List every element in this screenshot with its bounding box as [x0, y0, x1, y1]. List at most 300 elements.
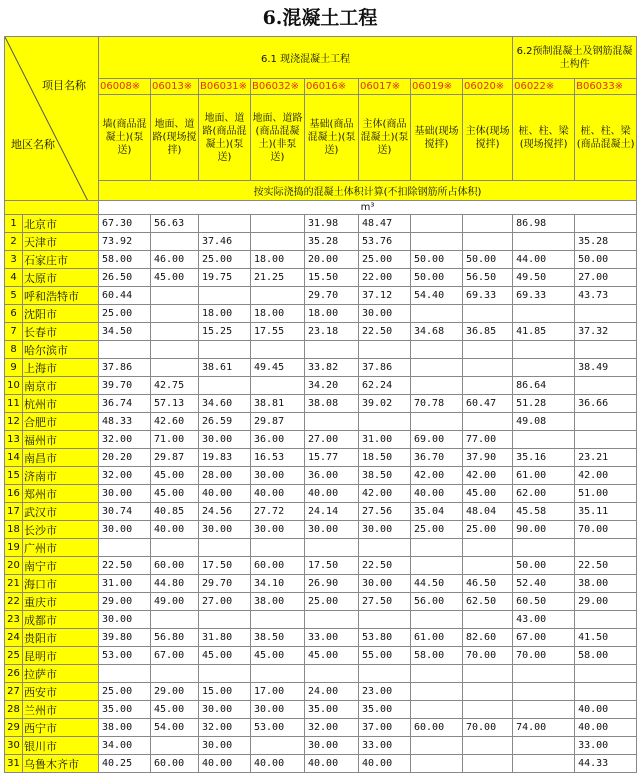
price-cell — [463, 755, 513, 773]
table-row — [5, 251, 637, 269]
price-cell: 50.00 — [463, 251, 513, 269]
city-name: 南京市 — [23, 377, 99, 395]
table-row — [5, 611, 637, 629]
unit-spacer — [5, 201, 99, 215]
price-cell: 57.13 — [151, 395, 199, 413]
price-cell: 30.00 — [99, 485, 151, 503]
price-cell — [411, 683, 463, 701]
price-cell: 23.00 — [359, 683, 411, 701]
city-name: 合肥市 — [23, 413, 99, 431]
price-cell: 37.46 — [199, 233, 251, 251]
price-cell: 29.70 — [305, 287, 359, 305]
price-cell: 44.50 — [411, 575, 463, 593]
price-cell — [513, 431, 575, 449]
price-cell — [463, 539, 513, 557]
table-row — [5, 683, 637, 701]
price-cell: 22.00 — [359, 269, 411, 287]
table-row — [5, 557, 637, 575]
table-row — [5, 341, 637, 359]
price-cell: 62.50 — [463, 593, 513, 611]
row-index: 4 — [5, 269, 23, 287]
price-cell: 60.00 — [411, 719, 463, 737]
table-row — [5, 629, 637, 647]
table-row — [5, 287, 637, 305]
price-cell — [513, 539, 575, 557]
price-cell: 40.00 — [151, 521, 199, 539]
city-name: 长沙市 — [23, 521, 99, 539]
item-name: 基础(商品混凝土)(泵送) — [305, 95, 359, 181]
price-cell: 31.00 — [99, 575, 151, 593]
city-name: 海口市 — [23, 575, 99, 593]
price-cell: 73.92 — [99, 233, 151, 251]
price-cell: 53.76 — [359, 233, 411, 251]
table-row — [5, 575, 637, 593]
row-index: 16 — [5, 485, 23, 503]
price-cell — [575, 377, 637, 395]
price-cell: 24.00 — [305, 683, 359, 701]
price-cell: 38.08 — [305, 395, 359, 413]
price-cell: 74.00 — [513, 719, 575, 737]
price-cell: 34.68 — [411, 323, 463, 341]
price-cell: 38.50 — [359, 467, 411, 485]
price-cell: 45.00 — [151, 701, 199, 719]
price-cell: 43.00 — [513, 611, 575, 629]
row-index: 10 — [5, 377, 23, 395]
price-cell: 49.45 — [251, 359, 305, 377]
group-header-cast-in-place: 6.1 现浇混凝土工程 — [99, 37, 513, 79]
price-cell: 40.00 — [411, 485, 463, 503]
price-cell: 22.50 — [575, 557, 637, 575]
unit-label: m³ — [99, 201, 637, 215]
row-index: 31 — [5, 755, 23, 773]
price-cell: 53.00 — [251, 719, 305, 737]
price-cell: 42.00 — [575, 467, 637, 485]
price-cell — [575, 413, 637, 431]
price-cell — [463, 683, 513, 701]
price-cell: 56.80 — [151, 629, 199, 647]
price-cell: 29.00 — [575, 593, 637, 611]
price-cell: 18.00 — [251, 251, 305, 269]
price-cell: 30.00 — [251, 467, 305, 485]
price-cell: 27.00 — [305, 431, 359, 449]
item-name: 地面、道路(商品混凝土)(非泵送) — [251, 95, 305, 181]
price-cell — [513, 665, 575, 683]
price-cell: 58.00 — [575, 647, 637, 665]
price-cell: 15.50 — [305, 269, 359, 287]
price-cell: 30.00 — [359, 575, 411, 593]
table-row — [5, 539, 637, 557]
item-code: 06016※ — [305, 79, 359, 95]
price-cell: 40.00 — [251, 485, 305, 503]
price-cell: 30.00 — [251, 701, 305, 719]
item-name: 主体(现场搅拌) — [463, 95, 513, 181]
price-cell: 32.00 — [305, 719, 359, 737]
price-cell: 51.28 — [513, 395, 575, 413]
price-cell: 27.00 — [199, 593, 251, 611]
price-cell: 86.64 — [513, 377, 575, 395]
price-cell: 60.47 — [463, 395, 513, 413]
price-cell — [151, 737, 199, 755]
price-cell: 60.44 — [99, 287, 151, 305]
city-name: 武汉市 — [23, 503, 99, 521]
price-cell: 40.85 — [151, 503, 199, 521]
row-index: 26 — [5, 665, 23, 683]
price-cell — [411, 413, 463, 431]
item-code: 06013※ — [151, 79, 199, 95]
price-cell — [305, 539, 359, 557]
row-index: 23 — [5, 611, 23, 629]
price-cell: 56.63 — [151, 215, 199, 233]
price-cell — [251, 539, 305, 557]
item-code: B06031※ — [199, 79, 251, 95]
price-cell: 38.00 — [251, 593, 305, 611]
price-cell: 30.00 — [359, 521, 411, 539]
city-name: 北京市 — [23, 215, 99, 233]
table-row — [5, 503, 637, 521]
price-cell: 71.00 — [151, 431, 199, 449]
price-cell: 21.25 — [251, 269, 305, 287]
price-cell: 56.50 — [463, 269, 513, 287]
price-cell — [151, 305, 199, 323]
price-cell — [411, 755, 463, 773]
price-cell: 16.53 — [251, 449, 305, 467]
price-cell — [411, 215, 463, 233]
city-name: 拉萨市 — [23, 665, 99, 683]
city-name: 银川市 — [23, 737, 99, 755]
price-cell — [411, 359, 463, 377]
price-cell: 49.00 — [151, 593, 199, 611]
price-cell: 35.28 — [575, 233, 637, 251]
price-cell: 29.87 — [151, 449, 199, 467]
price-cell — [411, 377, 463, 395]
price-cell — [463, 215, 513, 233]
price-cell — [199, 215, 251, 233]
price-cell: 82.60 — [463, 629, 513, 647]
item-code: 06020※ — [463, 79, 513, 95]
table-row — [5, 413, 637, 431]
table-row — [5, 719, 637, 737]
price-cell: 48.47 — [359, 215, 411, 233]
city-name: 贵阳市 — [23, 629, 99, 647]
price-cell: 36.85 — [463, 323, 513, 341]
price-cell: 61.00 — [513, 467, 575, 485]
price-cell: 19.75 — [199, 269, 251, 287]
city-name: 重庆市 — [23, 593, 99, 611]
city-name: 长春市 — [23, 323, 99, 341]
row-index: 29 — [5, 719, 23, 737]
price-cell — [199, 287, 251, 305]
price-cell: 46.50 — [463, 575, 513, 593]
price-cell — [251, 611, 305, 629]
price-cell: 33.00 — [359, 737, 411, 755]
city-name: 昆明市 — [23, 647, 99, 665]
price-cell: 40.00 — [359, 755, 411, 773]
price-cell: 37.32 — [575, 323, 637, 341]
price-cell: 30.00 — [199, 737, 251, 755]
price-cell: 39.70 — [99, 377, 151, 395]
price-cell: 50.00 — [513, 557, 575, 575]
price-cell: 36.66 — [575, 395, 637, 413]
price-cell: 35.28 — [305, 233, 359, 251]
price-cell: 61.00 — [411, 629, 463, 647]
price-cell — [151, 539, 199, 557]
price-cell — [359, 539, 411, 557]
header-corner — [5, 37, 99, 201]
price-cell — [513, 701, 575, 719]
price-cell: 34.20 — [305, 377, 359, 395]
price-cell: 46.00 — [151, 251, 199, 269]
city-name: 南宁市 — [23, 557, 99, 575]
price-cell: 37.90 — [463, 449, 513, 467]
item-name-row — [5, 95, 637, 181]
price-cell: 25.00 — [305, 593, 359, 611]
price-cell — [513, 359, 575, 377]
price-cell: 45.00 — [251, 647, 305, 665]
price-cell: 60.00 — [151, 755, 199, 773]
table-row — [5, 701, 637, 719]
price-cell: 30.74 — [99, 503, 151, 521]
price-cell: 41.50 — [575, 629, 637, 647]
table-row — [5, 449, 637, 467]
price-cell: 30.00 — [305, 737, 359, 755]
item-code: 06008※ — [99, 79, 151, 95]
price-cell: 30.00 — [199, 431, 251, 449]
row-index: 2 — [5, 233, 23, 251]
price-cell — [99, 539, 151, 557]
table-row — [5, 485, 637, 503]
price-cell — [513, 683, 575, 701]
row-index: 5 — [5, 287, 23, 305]
item-code: 06022※ — [513, 79, 575, 95]
row-index: 9 — [5, 359, 23, 377]
row-index: 19 — [5, 539, 23, 557]
price-cell: 62.24 — [359, 377, 411, 395]
table-row — [5, 359, 637, 377]
item-code: 06017※ — [359, 79, 411, 95]
price-cell: 77.00 — [463, 431, 513, 449]
price-cell: 60.00 — [251, 557, 305, 575]
price-cell — [251, 341, 305, 359]
price-cell: 37.86 — [359, 359, 411, 377]
table-row — [5, 215, 637, 233]
city-name: 天津市 — [23, 233, 99, 251]
city-name: 呼和浩特市 — [23, 287, 99, 305]
row-index: 14 — [5, 449, 23, 467]
price-cell: 50.00 — [411, 269, 463, 287]
price-cell: 25.00 — [199, 251, 251, 269]
price-cell: 27.72 — [251, 503, 305, 521]
row-index: 3 — [5, 251, 23, 269]
price-cell — [359, 341, 411, 359]
price-cell: 67.30 — [99, 215, 151, 233]
price-cell — [359, 611, 411, 629]
price-cell — [305, 611, 359, 629]
price-cell: 70.00 — [513, 647, 575, 665]
price-cell: 32.00 — [99, 467, 151, 485]
price-cell: 60.50 — [513, 593, 575, 611]
price-cell — [199, 341, 251, 359]
price-cell: 35.00 — [305, 701, 359, 719]
price-cell: 26.50 — [99, 269, 151, 287]
city-name: 上海市 — [23, 359, 99, 377]
city-name: 广州市 — [23, 539, 99, 557]
price-cell: 40.00 — [575, 719, 637, 737]
price-cell: 38.00 — [575, 575, 637, 593]
price-cell: 35.04 — [411, 503, 463, 521]
price-cell — [463, 377, 513, 395]
price-cell: 26.90 — [305, 575, 359, 593]
price-cell: 36.00 — [305, 467, 359, 485]
price-cell: 17.50 — [305, 557, 359, 575]
table-row — [5, 323, 637, 341]
price-cell: 48.04 — [463, 503, 513, 521]
price-cell: 45.00 — [151, 485, 199, 503]
row-index: 30 — [5, 737, 23, 755]
row-index: 11 — [5, 395, 23, 413]
price-cell — [463, 611, 513, 629]
price-cell: 32.00 — [199, 719, 251, 737]
table-row — [5, 233, 637, 251]
row-index: 8 — [5, 341, 23, 359]
price-cell — [151, 665, 199, 683]
price-cell — [411, 665, 463, 683]
price-cell — [99, 341, 151, 359]
price-cell: 45.00 — [463, 485, 513, 503]
price-cell: 44.33 — [575, 755, 637, 773]
group-header-precast: 6.2预制混凝土及钢筋混凝土构件 — [513, 37, 637, 79]
city-name: 太原市 — [23, 269, 99, 287]
city-name: 乌鲁木齐市 — [23, 755, 99, 773]
price-cell — [199, 665, 251, 683]
price-cell: 29.70 — [199, 575, 251, 593]
price-cell: 29.00 — [99, 593, 151, 611]
price-cell — [251, 377, 305, 395]
item-name: 地面、道路(商品混凝土)(泵送) — [199, 95, 251, 181]
price-cell — [151, 323, 199, 341]
price-cell: 90.00 — [513, 521, 575, 539]
price-cell — [411, 233, 463, 251]
row-index: 13 — [5, 431, 23, 449]
price-cell: 45.00 — [305, 647, 359, 665]
price-cell: 17.00 — [251, 683, 305, 701]
price-cell: 53.00 — [99, 647, 151, 665]
price-cell: 35.00 — [359, 701, 411, 719]
price-cell: 19.83 — [199, 449, 251, 467]
price-cell: 24.56 — [199, 503, 251, 521]
table-row — [5, 665, 637, 683]
price-cell: 39.80 — [99, 629, 151, 647]
table-row — [5, 521, 637, 539]
price-cell: 24.14 — [305, 503, 359, 521]
price-cell: 43.73 — [575, 287, 637, 305]
price-cell: 28.00 — [199, 467, 251, 485]
table-row — [5, 755, 637, 773]
price-cell: 36.74 — [99, 395, 151, 413]
price-cell — [151, 287, 199, 305]
price-cell: 31.00 — [359, 431, 411, 449]
price-cell: 27.56 — [359, 503, 411, 521]
table-row — [5, 269, 637, 287]
price-cell: 34.10 — [251, 575, 305, 593]
price-cell: 38.81 — [251, 395, 305, 413]
row-index: 18 — [5, 521, 23, 539]
price-cell: 37.00 — [359, 719, 411, 737]
item-name: 桩、柱、梁(商品混凝土) — [575, 95, 637, 181]
price-cell: 69.00 — [411, 431, 463, 449]
price-cell: 53.80 — [359, 629, 411, 647]
price-cell: 38.50 — [251, 629, 305, 647]
price-cell — [463, 701, 513, 719]
item-name: 基础(现场搅拌) — [411, 95, 463, 181]
price-cell: 55.00 — [359, 647, 411, 665]
price-cell: 86.98 — [513, 215, 575, 233]
price-cell: 40.00 — [305, 755, 359, 773]
price-cell: 40.00 — [575, 701, 637, 719]
table-row — [5, 593, 637, 611]
price-cell — [463, 341, 513, 359]
city-name: 哈尔滨市 — [23, 341, 99, 359]
price-cell — [251, 233, 305, 251]
price-cell — [575, 611, 637, 629]
price-cell: 25.00 — [99, 305, 151, 323]
region-name-label: 地区名称 — [11, 138, 55, 151]
row-index: 7 — [5, 323, 23, 341]
price-cell — [305, 341, 359, 359]
table-row — [5, 395, 637, 413]
price-cell — [575, 539, 637, 557]
price-cell: 38.00 — [99, 719, 151, 737]
price-cell: 25.00 — [411, 521, 463, 539]
price-cell: 67.00 — [151, 647, 199, 665]
price-cell: 34.00 — [99, 737, 151, 755]
city-name: 沈阳市 — [23, 305, 99, 323]
price-cell: 30.00 — [199, 521, 251, 539]
price-cell: 22.50 — [99, 557, 151, 575]
price-cell: 67.00 — [513, 629, 575, 647]
price-cell: 70.00 — [575, 521, 637, 539]
price-cell: 30.00 — [305, 521, 359, 539]
price-cell — [463, 413, 513, 431]
price-cell: 42.60 — [151, 413, 199, 431]
price-cell: 25.00 — [99, 683, 151, 701]
price-cell — [411, 539, 463, 557]
price-cell: 31.80 — [199, 629, 251, 647]
row-index: 24 — [5, 629, 23, 647]
price-cell — [575, 305, 637, 323]
price-cell: 18.00 — [251, 305, 305, 323]
price-cell: 15.00 — [199, 683, 251, 701]
price-cell: 44.00 — [513, 251, 575, 269]
price-cell: 29.00 — [151, 683, 199, 701]
price-cell: 62.00 — [513, 485, 575, 503]
price-cell: 50.00 — [411, 251, 463, 269]
price-cell — [575, 683, 637, 701]
price-cell — [513, 737, 575, 755]
price-cell: 22.50 — [359, 323, 411, 341]
price-cell: 18.00 — [305, 305, 359, 323]
price-cell: 35.11 — [575, 503, 637, 521]
price-cell — [99, 665, 151, 683]
row-index: 25 — [5, 647, 23, 665]
price-cell: 29.87 — [251, 413, 305, 431]
city-name: 西安市 — [23, 683, 99, 701]
price-cell: 38.49 — [575, 359, 637, 377]
city-name: 兰州市 — [23, 701, 99, 719]
price-cell: 41.85 — [513, 323, 575, 341]
price-cell: 33.00 — [305, 629, 359, 647]
price-cell: 36.00 — [251, 431, 305, 449]
price-cell: 42.75 — [151, 377, 199, 395]
